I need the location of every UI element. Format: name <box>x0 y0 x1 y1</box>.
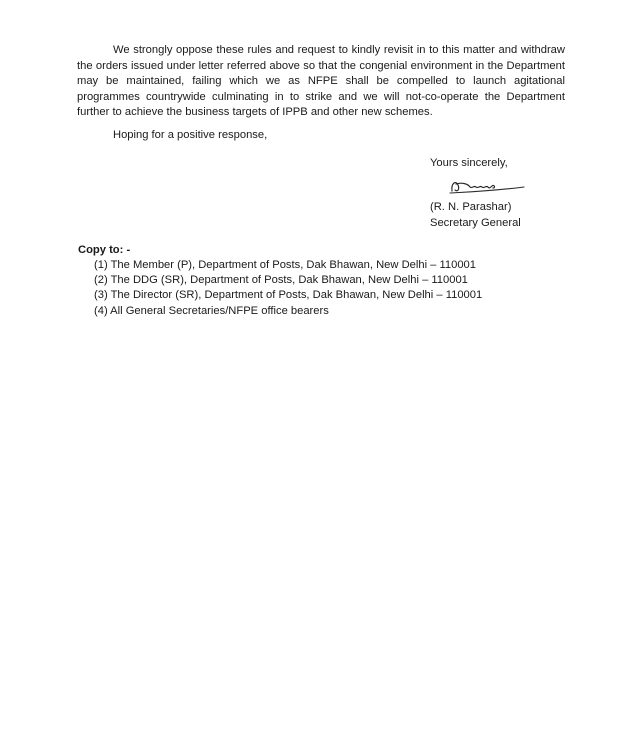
signatory-name: (R. N. Parashar) <box>430 201 512 213</box>
copy-to-item: (3) The Director (SR), Department of Posts, Dak Bhawan, New Delhi – 110001 <box>94 289 483 302</box>
copy-to-item: (1) The Member (P), Department of Posts, Dak Bhawan, New Delhi – 110001 <box>94 259 476 271</box>
salutation: Yours sincerely, <box>430 157 508 169</box>
signatory-block <box>430 200 521 231</box>
copy-to-heading: Copy to: - <box>78 244 131 256</box>
closing-line: Hoping for a positive response, <box>113 129 268 141</box>
body-paragraph: We strongly oppose these rules and request to kindly revisit in to this matter and withdraw the orders issued under letter referred above so that the congenial environment in the Department may be maintained, failing which we as NFPE shall be compelled to launch agitational programmes countrywide culminating in to strike and we will not-co-operate the Department further to achieve the business targets of IPPB and other new schemes. <box>77 44 565 119</box>
copy-to-list <box>94 258 482 319</box>
signatory-designation: Secretary General <box>430 216 521 229</box>
copy-to-item: (4) All General Secretaries/NFPE office bearers <box>94 304 329 317</box>
copy-to-item: (2) The DDG (SR), Department of Posts, Dak Bhawan, New Delhi – 110001 <box>94 274 468 287</box>
handwritten-signature <box>448 175 526 197</box>
